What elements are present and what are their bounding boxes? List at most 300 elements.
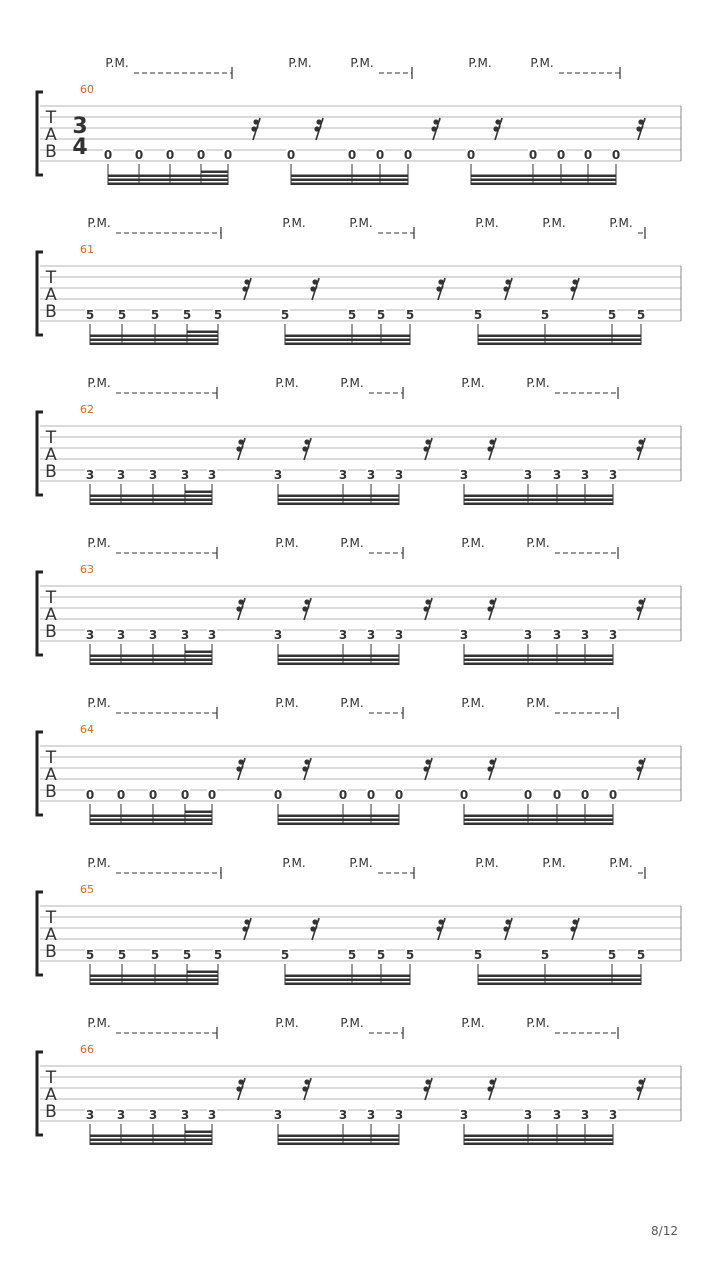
beam-group [473, 308, 646, 345]
note-beam [90, 979, 218, 982]
page-number: 8/12 [651, 1224, 678, 1238]
measure-number: 64 [80, 723, 94, 736]
tab-clef-letter: A [45, 285, 57, 305]
fret-number: 0 [528, 148, 538, 162]
fret-number: 5 [540, 308, 550, 322]
rest-sixteenth-0 [251, 118, 260, 140]
note-beam [90, 335, 218, 338]
note-beam [464, 819, 613, 822]
note-beam [278, 499, 399, 502]
tab-clef-letter: A [45, 125, 57, 145]
system-bracket [37, 92, 43, 175]
fret-number: 5 [473, 308, 483, 322]
beam-group [85, 628, 217, 665]
fret-number: 3 [207, 1108, 217, 1122]
rest-sixteenth-2 [423, 758, 432, 780]
note-beam [90, 339, 218, 342]
fret-number: 5 [280, 308, 290, 322]
note-beam [90, 659, 212, 662]
fret-number: 3 [148, 468, 158, 482]
rest-sixteenth-3 [487, 1078, 496, 1100]
fret-number: 3 [552, 468, 562, 482]
tab-clef-letter: B [45, 782, 57, 802]
palm-mute-marker [275, 536, 298, 550]
note-beam [278, 1135, 399, 1138]
beam-group [459, 788, 618, 825]
note-beam-partial [185, 1131, 212, 1134]
fret-number: 5 [117, 308, 127, 322]
fret-number: 3 [459, 468, 469, 482]
beam-group [280, 308, 415, 345]
note-beam [90, 815, 212, 818]
fret-number: 0 [366, 788, 376, 802]
fret-number: 3 [523, 628, 533, 642]
fret-number: 5 [280, 948, 290, 962]
palm-mute-marker [87, 216, 221, 239]
palm-mute-label: P.M. [350, 56, 374, 70]
fret-number: 5 [540, 948, 550, 962]
measure-number: 61 [80, 243, 94, 256]
rest-sixteenth-4 [636, 758, 645, 780]
fret-number: 5 [405, 308, 415, 322]
tab-clef [45, 748, 57, 802]
rest-sixteenth-2 [431, 118, 440, 140]
fret-number: 5 [607, 308, 617, 322]
rest-sixteenth-3 [487, 438, 496, 460]
note-beam [90, 343, 218, 346]
note-beam [108, 175, 228, 178]
palm-mute-marker [609, 856, 645, 879]
note-beam [464, 815, 613, 818]
rest-sixteenth-3 [487, 598, 496, 620]
rest-sixteenth-1 [314, 118, 323, 140]
note-beam [108, 183, 228, 186]
fret-number: 3 [523, 468, 533, 482]
note-beam [464, 1139, 613, 1142]
note-beam [278, 659, 399, 662]
fret-number: 5 [376, 308, 386, 322]
beam-group [85, 308, 223, 345]
fret-number: 0 [207, 788, 217, 802]
note-beam [478, 975, 641, 978]
note-beam [285, 983, 410, 986]
fret-number: 0 [134, 148, 144, 162]
palm-mute-label: P.M. [87, 376, 111, 390]
note-beam [464, 1135, 613, 1138]
fret-number: 0 [611, 148, 621, 162]
fret-number: 3 [580, 1108, 590, 1122]
fret-number: 5 [182, 308, 192, 322]
fret-number: 3 [180, 468, 190, 482]
palm-mute-marker [526, 1016, 618, 1039]
fret-number: 5 [150, 948, 160, 962]
note-beam [90, 655, 212, 658]
note-beam [464, 503, 613, 506]
rest-sixteenth-3 [493, 118, 502, 140]
palm-mute-marker [275, 696, 298, 710]
note-beam [291, 183, 408, 186]
note-beam [278, 495, 399, 498]
rest-sixteenth-0 [236, 758, 245, 780]
note-beam [90, 495, 212, 498]
fret-number: 3 [338, 1108, 348, 1122]
tab-clef-letter: A [45, 765, 57, 785]
measure-number: 66 [80, 1043, 94, 1056]
palm-mute-label: P.M. [105, 56, 129, 70]
rest-sixteenth-0 [236, 1078, 245, 1100]
rest-sixteenth-0 [242, 918, 251, 940]
fret-number: 3 [85, 1108, 95, 1122]
palm-mute-label: P.M. [526, 536, 550, 550]
note-beam-partial [185, 491, 212, 494]
fret-number: 3 [580, 468, 590, 482]
palm-mute-label: P.M. [530, 56, 554, 70]
palm-mute-marker [526, 696, 618, 719]
fret-number: 0 [580, 788, 590, 802]
palm-mute-label: P.M. [275, 376, 299, 390]
tab-clef-letter: T [45, 1068, 57, 1088]
fret-number: 5 [405, 948, 415, 962]
note-beam [278, 819, 399, 822]
fret-number: 3 [608, 468, 618, 482]
note-beam [90, 1143, 212, 1146]
palm-mute-marker [340, 536, 403, 559]
palm-mute-marker [349, 856, 414, 879]
fret-number: 0 [394, 788, 404, 802]
palm-mute-label: P.M. [526, 376, 550, 390]
fret-number: 0 [286, 148, 296, 162]
tab-clef-letter: A [45, 1085, 57, 1105]
fret-number: 5 [213, 948, 223, 962]
fret-number: 0 [583, 148, 593, 162]
fret-number: 3 [148, 1108, 158, 1122]
fret-number: 5 [85, 308, 95, 322]
tab-clef-letter: B [45, 302, 57, 322]
system-bracket [37, 412, 43, 495]
beam-group [459, 628, 618, 665]
fret-number: 5 [117, 948, 127, 962]
palm-mute-label: P.M. [340, 376, 364, 390]
fret-number: 0 [223, 148, 233, 162]
palm-mute-label: P.M. [87, 856, 111, 870]
fret-number: 5 [347, 948, 357, 962]
palm-mute-marker [461, 376, 484, 390]
note-beam [285, 339, 410, 342]
fret-number: 5 [376, 948, 386, 962]
fret-number: 3 [459, 628, 469, 642]
fret-number: 3 [552, 1108, 562, 1122]
note-beam [464, 659, 613, 662]
fret-number: 0 [375, 148, 385, 162]
note-beam [278, 655, 399, 658]
fret-number: 5 [607, 948, 617, 962]
rest-sixteenth-2 [436, 918, 445, 940]
fret-number: 3 [580, 628, 590, 642]
fret-number: 0 [552, 788, 562, 802]
palm-mute-label: P.M. [461, 376, 485, 390]
palm-mute-marker [609, 216, 645, 239]
time-signature-bottom: 4 [72, 135, 88, 160]
palm-mute-label: P.M. [87, 216, 111, 230]
fret-number: 3 [273, 1108, 283, 1122]
note-beam [90, 975, 218, 978]
fret-number: 3 [116, 1108, 126, 1122]
note-beam [90, 499, 212, 502]
palm-mute-label: P.M. [87, 1016, 111, 1030]
fret-number: 3 [207, 468, 217, 482]
fret-number: 3 [273, 628, 283, 642]
fret-number: 0 [103, 148, 113, 162]
rest-sixteenth-0 [236, 438, 245, 460]
note-beam-partial [185, 651, 212, 654]
palm-mute-marker [275, 1016, 298, 1030]
rest-sixteenth-1 [310, 278, 319, 300]
rest-sixteenth-2 [423, 438, 432, 460]
tab-clef-letter: T [45, 908, 57, 928]
note-beam [478, 339, 641, 342]
fret-number: 5 [213, 308, 223, 322]
note-beam [90, 823, 212, 826]
fret-number: 3 [180, 1108, 190, 1122]
fret-number: 0 [116, 788, 126, 802]
tab-clef-letter: B [45, 622, 57, 642]
rest-sixteenth-4 [570, 278, 579, 300]
palm-mute-marker [349, 216, 414, 239]
palm-mute-marker [542, 856, 565, 870]
palm-mute-marker [340, 376, 403, 399]
rest-sixteenth-1 [302, 758, 311, 780]
measure-number: 63 [80, 563, 94, 576]
note-beam [464, 1143, 613, 1146]
note-beam [471, 175, 616, 178]
tab-clef [45, 108, 57, 162]
palm-mute-marker [475, 216, 498, 230]
fret-number: 5 [636, 308, 646, 322]
fret-number: 5 [182, 948, 192, 962]
note-beam-partial [187, 331, 218, 334]
fret-number: 0 [338, 788, 348, 802]
rest-sixteenth-3 [503, 278, 512, 300]
palm-mute-marker [350, 56, 412, 79]
beam-group [280, 948, 415, 985]
beam-group [273, 1108, 404, 1145]
note-beam [108, 179, 228, 182]
rest-sixteenth-4 [570, 918, 579, 940]
palm-mute-label: P.M. [275, 696, 299, 710]
fret-number: 0 [273, 788, 283, 802]
palm-mute-label: P.M. [475, 216, 499, 230]
fret-number: 0 [165, 148, 175, 162]
fret-number: 3 [394, 468, 404, 482]
rest-sixteenth-0 [242, 278, 251, 300]
palm-mute-label: P.M. [526, 1016, 550, 1030]
fret-number: 5 [473, 948, 483, 962]
palm-mute-marker [475, 856, 498, 870]
rest-sixteenth-2 [423, 598, 432, 620]
note-beam [278, 815, 399, 818]
note-beam-partial [187, 971, 218, 974]
rest-sixteenth-3 [487, 758, 496, 780]
fret-number: 0 [403, 148, 413, 162]
tab-clef [45, 908, 57, 962]
fret-number: 3 [116, 628, 126, 642]
rest-sixteenth-2 [436, 278, 445, 300]
palm-mute-marker [87, 696, 217, 719]
palm-mute-label: P.M. [87, 696, 111, 710]
tab-clef [45, 428, 57, 482]
palm-mute-label: P.M. [609, 216, 633, 230]
palm-mute-label: P.M. [282, 216, 306, 230]
note-beam [278, 1139, 399, 1142]
palm-mute-marker [530, 56, 620, 79]
rest-sixteenth-1 [302, 598, 311, 620]
palm-mute-marker [461, 1016, 484, 1030]
palm-mute-label: P.M. [275, 536, 299, 550]
fret-number: 3 [116, 468, 126, 482]
tab-clef-letter: A [45, 925, 57, 945]
palm-mute-label: P.M. [526, 696, 550, 710]
measure-number: 60 [80, 83, 94, 96]
tab-clef-letter: T [45, 748, 57, 768]
measure-number: 65 [80, 883, 94, 896]
fret-number: 3 [273, 468, 283, 482]
beam-group [466, 148, 621, 185]
note-beam [285, 335, 410, 338]
note-beam [90, 819, 212, 822]
fret-number: 3 [338, 628, 348, 642]
note-beam [285, 979, 410, 982]
palm-mute-label: P.M. [340, 536, 364, 550]
palm-mute-label: P.M. [340, 696, 364, 710]
tab-clef-letter: B [45, 142, 57, 162]
system-bracket [37, 732, 43, 815]
fret-number: 0 [148, 788, 158, 802]
tab-clef-letter: T [45, 268, 57, 288]
note-beam [478, 983, 641, 986]
palm-mute-label: P.M. [609, 856, 633, 870]
fret-number: 5 [636, 948, 646, 962]
note-beam [285, 343, 410, 346]
palm-mute-marker [340, 696, 403, 719]
system-row-65 [37, 856, 681, 985]
fret-number: 3 [608, 628, 618, 642]
palm-mute-label: P.M. [87, 536, 111, 550]
tab-clef-letter: A [45, 445, 57, 465]
beam-group [85, 1108, 217, 1145]
beam-group [273, 628, 404, 665]
tab-clef-letter: B [45, 462, 57, 482]
measure-number: 62 [80, 403, 94, 416]
fret-number: 0 [466, 148, 476, 162]
palm-mute-marker [461, 696, 484, 710]
note-beam [285, 975, 410, 978]
rest-sixteenth-4 [636, 438, 645, 460]
beam-group [85, 788, 217, 825]
note-beam [464, 499, 613, 502]
fret-number: 3 [523, 1108, 533, 1122]
beam-group [286, 148, 413, 185]
palm-mute-marker [461, 536, 484, 550]
fret-number: 0 [523, 788, 533, 802]
fret-number: 0 [347, 148, 357, 162]
beam-group [103, 148, 233, 185]
fret-number: 3 [394, 1108, 404, 1122]
fret-number: 3 [85, 628, 95, 642]
fret-number: 3 [366, 1108, 376, 1122]
rest-sixteenth-0 [236, 598, 245, 620]
system-bracket [37, 572, 43, 655]
note-beam [478, 335, 641, 338]
rest-sixteenth-4 [636, 118, 645, 140]
fret-number: 0 [180, 788, 190, 802]
tab-clef [45, 588, 57, 642]
note-beam [478, 343, 641, 346]
palm-mute-marker [87, 376, 217, 399]
palm-mute-marker [340, 1016, 403, 1039]
note-beam [90, 1135, 212, 1138]
palm-mute-label: P.M. [542, 216, 566, 230]
note-beam-partial [201, 171, 228, 174]
fret-number: 0 [459, 788, 469, 802]
note-beam [464, 495, 613, 498]
palm-mute-marker [288, 56, 311, 70]
system-bracket [37, 1052, 43, 1135]
system-row-63 [37, 536, 681, 665]
tab-clef-letter: T [45, 588, 57, 608]
fret-number: 3 [552, 628, 562, 642]
note-beam [471, 179, 616, 182]
tab-clef-letter: T [45, 108, 57, 128]
tab-clef-letter: B [45, 1102, 57, 1122]
note-beam [464, 663, 613, 666]
rest-sixteenth-4 [636, 1078, 645, 1100]
note-beam [278, 1143, 399, 1146]
palm-mute-label: P.M. [461, 1016, 485, 1030]
palm-mute-label: P.M. [542, 856, 566, 870]
palm-mute-marker [87, 536, 217, 559]
rest-sixteenth-2 [423, 1078, 432, 1100]
system-row-60 [37, 56, 681, 185]
fret-number: 3 [366, 468, 376, 482]
palm-mute-label: P.M. [468, 56, 492, 70]
system-row-64 [37, 696, 681, 825]
note-beam [464, 655, 613, 658]
note-beam [90, 1139, 212, 1142]
system-row-61 [37, 216, 681, 345]
fret-number: 3 [180, 628, 190, 642]
palm-mute-marker [542, 216, 565, 230]
palm-mute-label: P.M. [461, 536, 485, 550]
palm-mute-label: P.M. [461, 696, 485, 710]
fret-number: 3 [85, 468, 95, 482]
tab-clef-letter: A [45, 605, 57, 625]
palm-mute-marker [526, 376, 618, 399]
beam-group [459, 1108, 618, 1145]
fret-number: 0 [85, 788, 95, 802]
system-bracket [37, 252, 43, 335]
beam-group [473, 948, 646, 985]
note-beam [278, 823, 399, 826]
fret-number: 5 [150, 308, 160, 322]
fret-number: 3 [366, 628, 376, 642]
note-beam [90, 983, 218, 986]
palm-mute-marker [282, 216, 305, 230]
fret-number: 3 [394, 628, 404, 642]
fret-number: 3 [459, 1108, 469, 1122]
palm-mute-marker [105, 56, 232, 79]
note-beam [471, 183, 616, 186]
system-row-62 [37, 376, 681, 505]
